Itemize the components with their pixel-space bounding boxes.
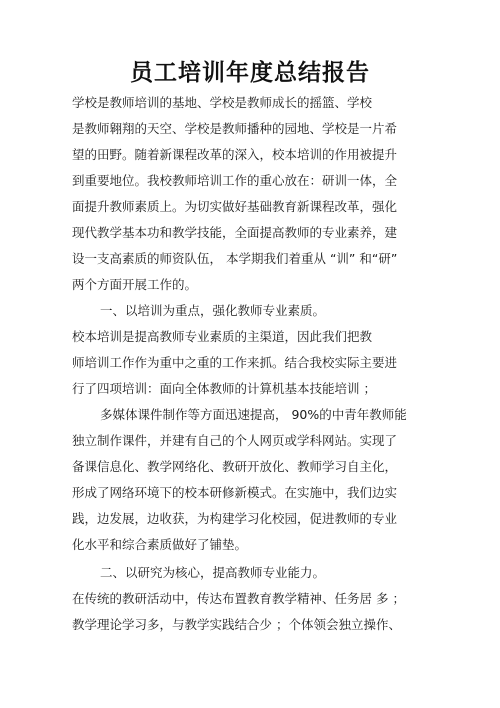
section-heading-2: 二、以研究为核心，提高教师专业能力。 xyxy=(100,565,326,580)
body-line-15: 备课信息化、教学网络化、教研开放化、教师学习自主化， xyxy=(72,459,398,474)
body-line-18: 化水平和综合素质做好了铺垫。 xyxy=(72,537,248,552)
body-line-10: 校本培训是提高教师专业素质的主渠道，因此我们把教 xyxy=(72,329,373,344)
body-line-2: 是教师翱翔的天空、学校是教师播种的园地、学校是一片希 xyxy=(72,121,398,136)
body-line-14: 独立制作课件，并建有自己的个人网页或学科网站。实现了 xyxy=(72,433,398,448)
body-line-20: 在传统的教研活动中，传达布置教育教学精神、任务居 多 ； xyxy=(72,591,405,606)
body-line-8: 两个方面开展工作的。 xyxy=(72,277,198,292)
body-line-11: 师培训工作作为重中之重的工作来抓。结合我校实际主要进 xyxy=(72,355,398,370)
body-line-16: 形成了网络环境下的校本研修新模式。在实施中，我们边实 xyxy=(72,485,398,500)
body-line-7: 设一支高素质的师资队伍， 本学期我们着重从 “训” 和“研” xyxy=(72,251,398,266)
body-line-17: 践，边发展，边收获，为构建学习化校园，促进教师的专业 xyxy=(72,511,398,526)
section-heading-1: 一、以培训为重点，强化教师专业素质。 xyxy=(100,303,326,318)
body-line-12: 行了四项培训：面向全体教师的计算机基本技能培训 ； xyxy=(72,381,376,396)
body-line-6: 现代教学基本功和教学技能，全面提高教师的专业素养，建 xyxy=(72,225,398,240)
body-line-5: 面提升教师素质上。为切实做好基础教育新课程改革，强化 xyxy=(72,199,398,214)
body-line-3: 望的田野。随着新课程改革的深入，校本培训的作用被提升 xyxy=(72,147,398,162)
body-line-13: 多媒体课件制作等方面迅速提高， 90%的中青年教师能 xyxy=(100,407,407,422)
document-title: 员工培训年度总结报告 xyxy=(130,60,370,86)
body-line-1: 学校是教师培训的基地、学校是教师成长的摇篮、学校 xyxy=(72,95,373,110)
body-line-21: 教学理论学习多，与教学实践结合少 ；个体领会独立操作、 xyxy=(72,617,401,632)
body-line-4: 到重要地位。我校教师培训工作的重心放在：研训一体，全 xyxy=(72,173,398,188)
